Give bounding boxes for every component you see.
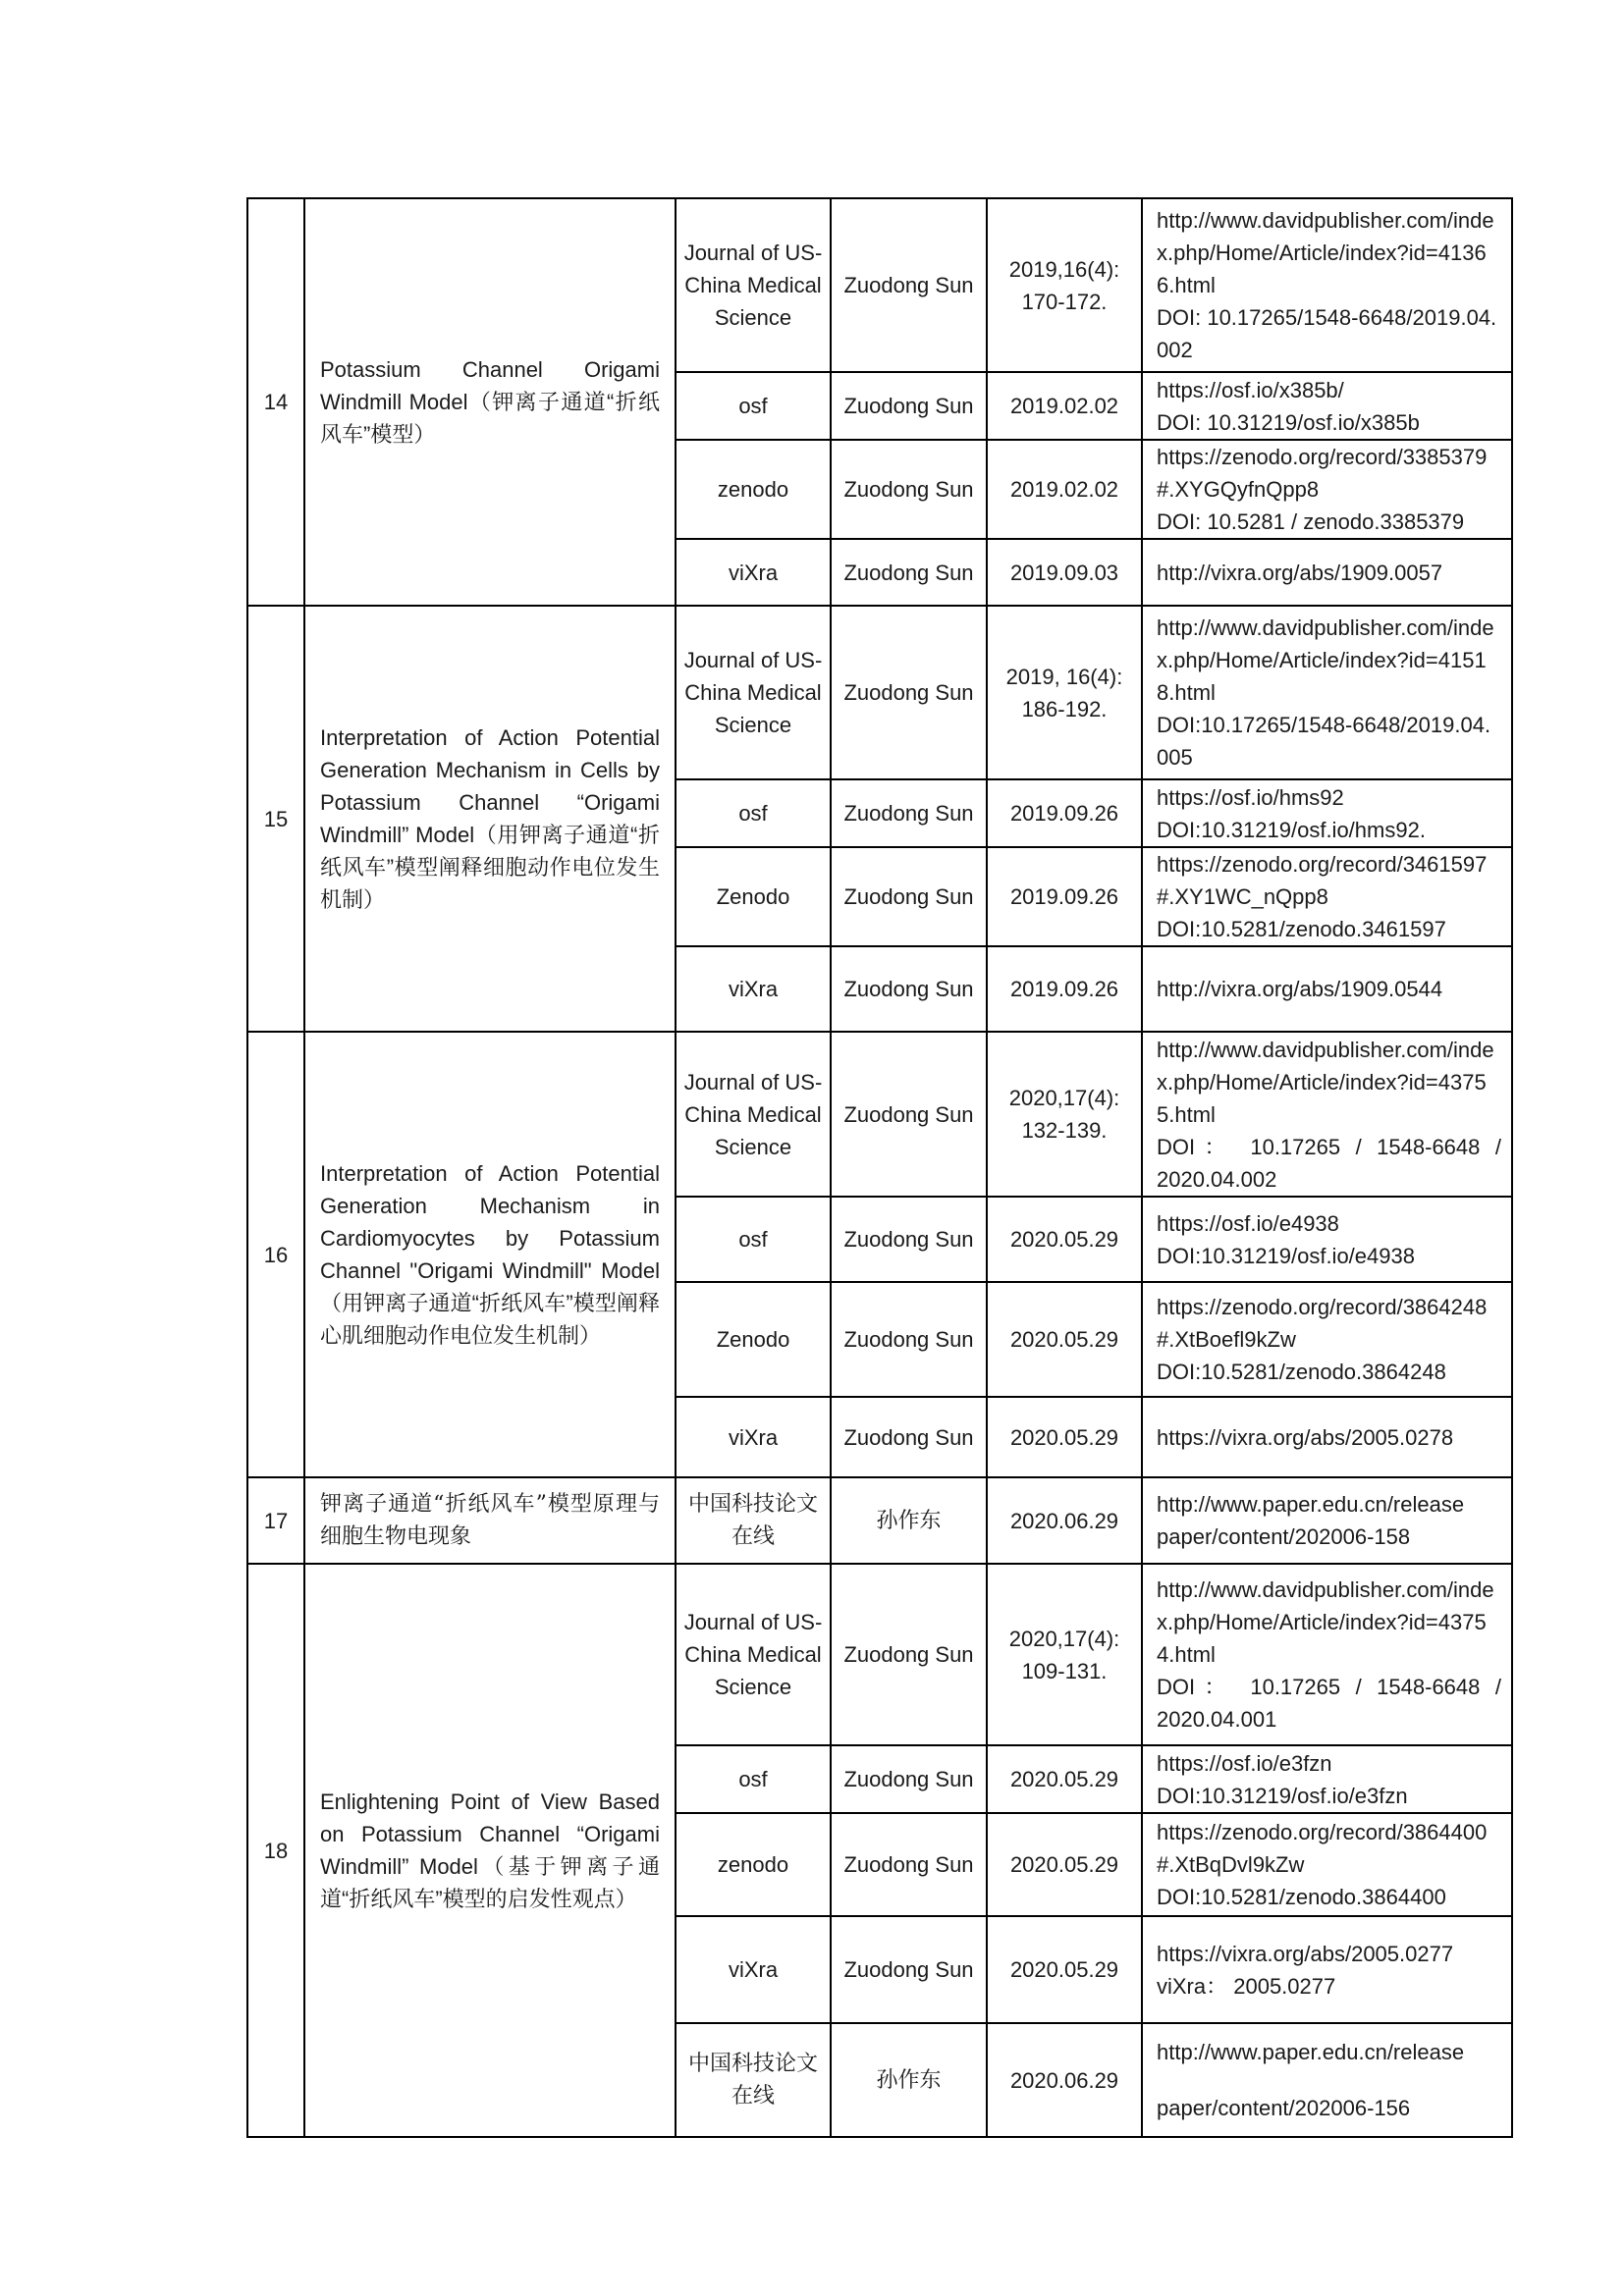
publisher-name: osf xyxy=(738,801,768,826)
link-cell xyxy=(1142,1745,1512,1813)
doi-text: DOI:10.5281/zenodo.3864248 xyxy=(1157,1360,1446,1384)
url-link[interactable]: https://zenodo.org/record/3461597#.XY1WC_nQpp8 xyxy=(1157,852,1488,909)
publication-table-body xyxy=(247,198,1512,2137)
link-cell xyxy=(1142,1916,1512,2023)
publisher-cell xyxy=(676,372,831,440)
author-name: 孙作东 xyxy=(876,1508,942,1533)
table-row xyxy=(247,1477,1512,1564)
publication-date-cell xyxy=(987,1032,1142,1197)
author-cell xyxy=(831,1282,987,1397)
link-cell xyxy=(1142,1477,1512,1564)
publication-date-cell xyxy=(987,1282,1142,1397)
publisher-name: Zenodo xyxy=(716,884,790,909)
publication-date-cell xyxy=(987,946,1142,1032)
publication-date-cell xyxy=(987,372,1142,440)
publisher-cell xyxy=(676,198,831,372)
url-link[interactable]: http://www.paper.edu.cn/release xyxy=(1157,2040,1465,2064)
author-name: 孙作东 xyxy=(876,2067,942,2093)
author-name: Zuodong Sun xyxy=(843,1957,974,1982)
paper-title-cell xyxy=(304,198,676,606)
publisher-cell xyxy=(676,1916,831,2023)
paper-title: Interpretation of Action Potential Generation Mechanism in Cardiomyocytes by Potassium Channel "Origami Windmill" Model（用钾离子通道“折纸风车”模型阐释心肌细胞动作电位发生机制） xyxy=(320,1161,660,1348)
publication-date-cell xyxy=(987,1397,1142,1477)
publication-date: 2020.05.29 xyxy=(1009,1767,1119,1791)
row-number-cell xyxy=(247,198,304,606)
publisher-name: 中国科技论文在线 xyxy=(687,1492,818,1549)
doi-text: DOI: 10.31219/osf.io/x385b xyxy=(1157,409,1420,435)
publication-date: 2019,16(4): 170-172. xyxy=(1008,256,1120,314)
url-link[interactable]: http://www.davidpublisher.com/index.php/Home/Article/index?id=43754.html xyxy=(1157,1577,1494,1667)
author-name: Zuodong Sun xyxy=(843,1101,974,1127)
url-link[interactable]: https://vixra.org/abs/2005.0278 xyxy=(1157,1424,1454,1450)
publication-date: 2020.05.29 xyxy=(1009,1852,1119,1877)
link-cell xyxy=(1142,946,1512,1032)
author-cell xyxy=(831,1564,987,1745)
author-cell xyxy=(831,2023,987,2137)
author-cell xyxy=(831,779,987,847)
row-number: 16 xyxy=(263,1242,289,1267)
author-cell xyxy=(831,1813,987,1916)
paper-title-cell xyxy=(304,1564,676,2137)
link-cell xyxy=(1142,2023,1512,2137)
link-cell xyxy=(1142,1397,1512,1477)
doi-text: DOI:10.31219/osf.io/e4938 xyxy=(1157,1243,1415,1268)
publication-date-cell xyxy=(987,440,1142,539)
author-name: Zuodong Sun xyxy=(843,1852,974,1877)
publisher-name: viXra xyxy=(728,1957,779,1982)
doi-text: DOI: 10.17265/1548-6648/2019.04.002 xyxy=(1157,305,1497,362)
row-number-cell xyxy=(247,1564,304,2137)
link-cell xyxy=(1142,606,1512,779)
author-name: Zuodong Sun xyxy=(843,977,974,1001)
publisher-cell xyxy=(676,779,831,847)
author-name: Zuodong Sun xyxy=(843,1642,974,1667)
publication-date: 2019.09.03 xyxy=(1009,560,1119,585)
publication-date: 2019.09.26 xyxy=(1009,801,1119,826)
publisher-cell xyxy=(676,1745,831,1813)
publication-date: 2020.05.29 xyxy=(1009,1227,1119,1252)
publisher-name: Journal of US-China Medical Science xyxy=(683,240,823,330)
url-link[interactable]: https://zenodo.org/record/3864248#.XtBoefl9kZw xyxy=(1157,1295,1488,1352)
publication-date: 2020.06.29 xyxy=(1009,2067,1119,2093)
doi-text: DOI： 10.17265 / 1548-6648 / xyxy=(1157,1675,1501,1699)
publisher-name: Journal of US-China Medical Science xyxy=(683,1610,823,1699)
url-link[interactable]: http://vixra.org/abs/1909.0544 xyxy=(1157,977,1443,1001)
author-name: Zuodong Sun xyxy=(843,801,974,826)
table-row xyxy=(247,198,1512,372)
url-link[interactable]: https://zenodo.org/record/3385379#.XYGQyfnQpp8 xyxy=(1157,445,1488,502)
link-cell xyxy=(1142,1564,1512,1745)
url-link[interactable]: http://www.davidpublisher.com/index.php/Home/Article/index?id=41366.html xyxy=(1157,208,1494,297)
publisher-cell xyxy=(676,539,831,606)
author-cell xyxy=(831,606,987,779)
publisher-name: zenodo xyxy=(717,477,789,502)
author-name: Zuodong Sun xyxy=(843,394,974,418)
publication-date-cell xyxy=(987,847,1142,946)
publisher-name: 中国科技论文在线 xyxy=(687,2052,818,2109)
url-link[interactable]: https://osf.io/hms92 xyxy=(1157,784,1344,810)
publication-date-cell xyxy=(987,1813,1142,1916)
publisher-name: viXra xyxy=(728,560,779,585)
publication-date: 2019.02.02 xyxy=(1009,477,1119,502)
doi-text: 2020.04.001 xyxy=(1157,1707,1277,1732)
url-link[interactable]: https://osf.io/e3fzn xyxy=(1157,1750,1332,1776)
publication-date-cell xyxy=(987,198,1142,372)
paper-title-cell xyxy=(304,1477,676,1564)
doi-text: DOI:10.31219/osf.io/e3fzn xyxy=(1157,1783,1408,1808)
row-number: 15 xyxy=(263,806,289,831)
link-cell xyxy=(1142,1032,1512,1197)
row-number: 17 xyxy=(263,1508,289,1533)
publisher-cell xyxy=(676,1032,831,1197)
author-name: Zuodong Sun xyxy=(843,1767,974,1791)
publisher-name: zenodo xyxy=(717,1852,789,1877)
publication-date: 2020,17(4): 109-131. xyxy=(1008,1626,1120,1683)
doi-text: viXra： 2005.0277 xyxy=(1157,1973,1336,1999)
publication-date: 2020.06.29 xyxy=(1009,1508,1119,1533)
author-cell xyxy=(831,1745,987,1813)
author-cell xyxy=(831,372,987,440)
publication-date: 2019.02.02 xyxy=(1009,394,1119,418)
url-link[interactable]: https://osf.io/x385b/ xyxy=(1157,377,1344,402)
author-cell xyxy=(831,198,987,372)
publication-date: 2020.05.29 xyxy=(1009,1957,1119,1982)
publication-date: 2020.05.29 xyxy=(1009,1424,1119,1450)
publisher-cell xyxy=(676,1477,831,1564)
publication-date-cell xyxy=(987,1916,1142,2023)
row-number-cell xyxy=(247,606,304,1032)
publication-date-cell xyxy=(987,1745,1142,1813)
author-cell xyxy=(831,1477,987,1564)
publication-table xyxy=(246,197,1513,2138)
url-link[interactable]: http://www.davidpublisher.com/index.php/Home/Article/index?id=43755.html xyxy=(1157,1037,1494,1127)
doi-text: DOI:10.5281/zenodo.3461597 xyxy=(1157,917,1446,941)
link-cell xyxy=(1142,372,1512,440)
author-name: Zuodong Sun xyxy=(843,1424,974,1450)
publication-date-cell xyxy=(987,606,1142,779)
publisher-name: osf xyxy=(738,1767,768,1791)
author-name: Zuodong Sun xyxy=(843,273,974,297)
publication-date: 2019.09.26 xyxy=(1009,884,1119,909)
author-name: Zuodong Sun xyxy=(843,680,974,705)
link-cell xyxy=(1142,1197,1512,1282)
author-cell xyxy=(831,539,987,606)
url-link[interactable]: http://vixra.org/abs/1909.0057 xyxy=(1157,560,1443,585)
link-cell xyxy=(1142,1813,1512,1916)
url-link[interactable]: http://www.paper.edu.cn/release xyxy=(1157,1492,1465,1517)
publisher-name: Journal of US-China Medical Science xyxy=(683,648,823,737)
link-cell xyxy=(1142,198,1512,372)
link-cell xyxy=(1142,1282,1512,1397)
publisher-cell xyxy=(676,1397,831,1477)
publication-date-cell xyxy=(987,779,1142,847)
doi-text: paper/content/202006-158 xyxy=(1157,1524,1411,1549)
publisher-name: Journal of US-China Medical Science xyxy=(683,1069,823,1159)
publisher-cell xyxy=(676,1564,831,1745)
publication-date-cell xyxy=(987,1564,1142,1745)
doi-text: 2020.04.002 xyxy=(1157,1166,1277,1192)
publisher-name: osf xyxy=(738,394,768,418)
paper-title: Potassium Channel Origami Windmill Model（钾离子通道“折纸风车”模型） xyxy=(320,357,660,447)
publisher-cell xyxy=(676,1282,831,1397)
url-link[interactable]: http://www.davidpublisher.com/index.php/Home/Article/index?id=41518.html xyxy=(1157,615,1494,705)
publication-date-cell xyxy=(987,539,1142,606)
author-name: Zuodong Sun xyxy=(843,1227,974,1252)
publisher-cell xyxy=(676,847,831,946)
link-cell xyxy=(1142,539,1512,606)
publication-date: 2020,17(4): 132-139. xyxy=(1008,1086,1120,1143)
author-cell xyxy=(831,1916,987,2023)
url-link[interactable]: https://vixra.org/abs/2005.0277 xyxy=(1157,1941,1454,1966)
publisher-name: viXra xyxy=(728,1424,779,1450)
row-number-cell xyxy=(247,1032,304,1477)
publication-date-cell xyxy=(987,1197,1142,1282)
paper-title: Interpretation of Action Potential Generation Mechanism in Cells by Potassium Channel “Origami Windmill” Model（用钾离子通道“折纸风车”模型阐释细胞动作电位发生机制） xyxy=(320,725,660,912)
author-cell xyxy=(831,1197,987,1282)
doi-text: DOI:10.17265/1548-6648/2019.04.005 xyxy=(1157,713,1491,770)
author-cell xyxy=(831,946,987,1032)
row-number-cell xyxy=(247,1477,304,1564)
publication-date-cell xyxy=(987,2023,1142,2137)
paper-title-cell xyxy=(304,1032,676,1477)
publisher-name: osf xyxy=(738,1227,768,1252)
url-link[interactable]: https://zenodo.org/record/3864400#.XtBqDvl9kZw xyxy=(1157,1820,1488,1877)
author-cell xyxy=(831,1397,987,1477)
publisher-cell xyxy=(676,606,831,779)
author-cell xyxy=(831,1032,987,1197)
table-row xyxy=(247,606,1512,779)
doi-text: DOI:10.31219/osf.io/hms92. xyxy=(1157,817,1426,842)
paper-title-cell xyxy=(304,606,676,1032)
row-number: 18 xyxy=(263,1838,289,1863)
publisher-cell xyxy=(676,946,831,1032)
author-name: Zuodong Sun xyxy=(843,560,974,585)
publisher-cell xyxy=(676,1197,831,1282)
publication-date: 2019.09.26 xyxy=(1009,977,1119,1001)
author-cell xyxy=(831,440,987,539)
link-cell xyxy=(1142,440,1512,539)
table-row xyxy=(247,1032,1512,1197)
doi-text: DOI:10.5281/zenodo.3864400 xyxy=(1157,1885,1446,1909)
link-cell xyxy=(1142,779,1512,847)
author-name: Zuodong Sun xyxy=(843,884,974,909)
author-name: Zuodong Sun xyxy=(843,477,974,502)
publication-date-cell xyxy=(987,1477,1142,1564)
publication-date: 2020.05.29 xyxy=(1009,1327,1119,1352)
link-cell xyxy=(1142,847,1512,946)
paper-title: 钾离子通道“折纸风车”模型原理与细胞生物电现象 xyxy=(320,1492,660,1549)
publication-date: 2019, 16(4): 186-192. xyxy=(1005,664,1123,721)
url-link[interactable]: https://osf.io/e4938 xyxy=(1157,1210,1339,1236)
publisher-cell xyxy=(676,440,831,539)
publisher-cell xyxy=(676,2023,831,2137)
publisher-name: viXra xyxy=(728,977,779,1001)
author-cell xyxy=(831,847,987,946)
doi-text: DOI： 10.17265 / 1548-6648 / xyxy=(1157,1134,1501,1159)
row-number: 14 xyxy=(263,390,289,414)
author-name: Zuodong Sun xyxy=(843,1327,974,1352)
publisher-cell xyxy=(676,1813,831,1916)
doi-text: DOI: 10.5281 / zenodo.3385379 xyxy=(1157,509,1465,534)
doi-text: paper/content/202006-156 xyxy=(1157,2096,1411,2120)
paper-title: Enlightening Point of View Based on Potassium Channel “Origami Windmill” Model（基于钾离子通道“折纸风车”模型的启发性观点） xyxy=(320,1789,660,1911)
publisher-name: Zenodo xyxy=(716,1327,790,1352)
table-row xyxy=(247,1564,1512,1745)
